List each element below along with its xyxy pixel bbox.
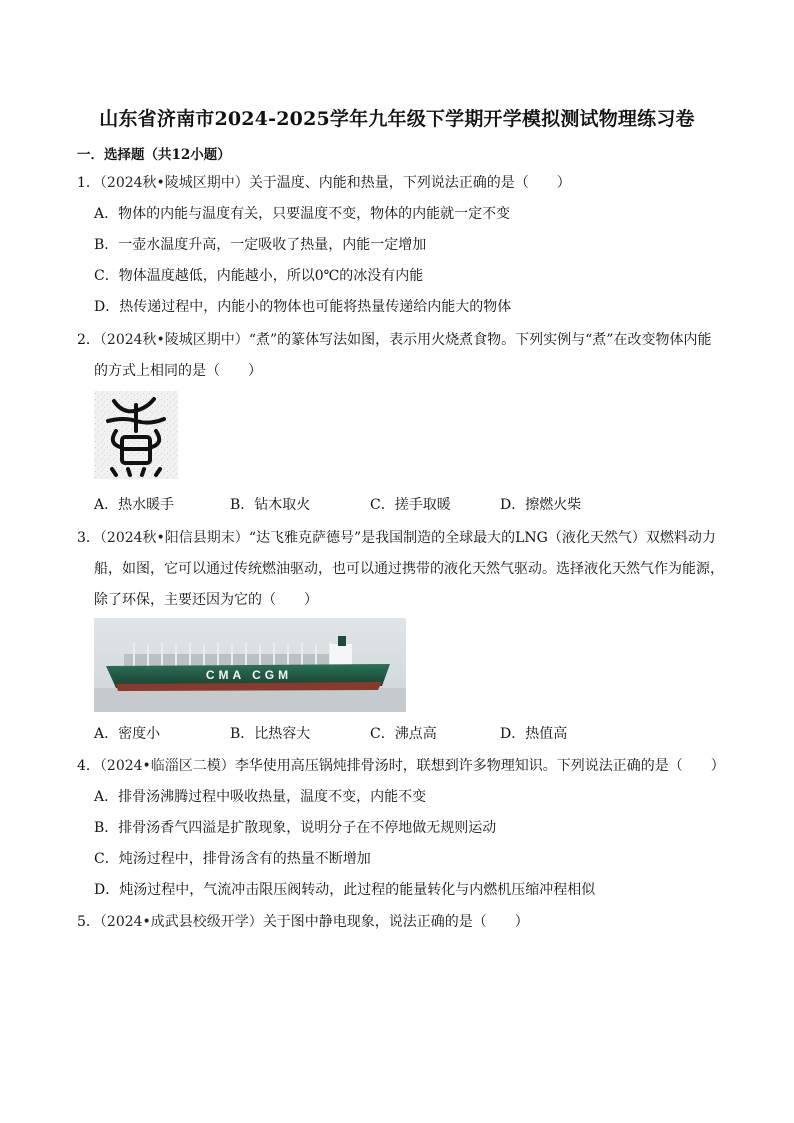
- question-number: 1．: [77, 175, 100, 191]
- question-stem: “煮”的篆体写法如图，表示用火烧煮食物。下列实例与“煮”在改变物体内能: [248, 332, 712, 348]
- question-2: [77, 330, 711, 350]
- question-source: （2024秋•陵城区期中）: [99, 175, 249, 191]
- question-number: 2．: [77, 332, 100, 348]
- question-5: [77, 912, 529, 932]
- option-a: A．密度小: [94, 726, 161, 742]
- option-a: A．排骨汤沸腾过程中吸收热量，温度不变，内能不变: [94, 789, 427, 805]
- option-b: B．钻木取火: [230, 497, 311, 513]
- option-b: B．比热容大: [230, 726, 311, 742]
- option-c: C．沸点高: [370, 726, 437, 742]
- question-stem-cont: 的方式上相同的是（ ）: [94, 363, 262, 379]
- option-d: D．炖汤过程中，气流冲击限压阀转动，此过程的能量转化与内燃机压缩冲程相似: [94, 882, 596, 898]
- question-3: [77, 528, 716, 548]
- option-d: D．热值高: [500, 726, 568, 742]
- question-1: [77, 173, 571, 193]
- option-c: C．物体温度越低，内能越小，所以0℃的冰没有内能: [94, 268, 424, 284]
- question-number: 5．: [77, 914, 100, 930]
- question-number: 3．: [77, 530, 100, 546]
- question-stem: 关于温度、内能和热量，下列说法正确的是（ ）: [248, 175, 571, 191]
- option-a: A．热水暖手: [94, 497, 175, 513]
- question-stem: “达飞雅克萨德号”是我国制造的全球最大的LNG（液化天然气）双燃料动力: [248, 530, 716, 546]
- question-source: （2024•临淄区二模）: [99, 758, 235, 774]
- option-c: C．炖汤过程中，排骨汤含有的热量不断增加: [94, 851, 371, 867]
- option-b: B．排骨汤香气四溢是扩散现象，说明分子在不停地做无规则运动: [94, 820, 497, 836]
- question-source: （2024•成武县校级开学）: [99, 914, 263, 930]
- option-d: D．热传递过程中，内能小的物体也可能将热量传递给内能大的物体: [94, 299, 512, 315]
- question-stem-cont: 除了环保，主要还因为它的（ ）: [94, 592, 318, 608]
- lng-ship-photo: [94, 618, 406, 712]
- question-4: [77, 756, 725, 776]
- option-b: B．一壶水温度升高，一定吸收了热量，内能一定增加: [94, 237, 427, 253]
- zhu-seal-image: [94, 391, 178, 479]
- question-source: （2024秋•阳信县期末）: [99, 530, 249, 546]
- option-a: A．物体的内能与温度有关，只要温度不变，物体的内能就一定不变: [94, 206, 511, 222]
- page-title: 山东省济南市2024-2025学年九年级下学期开学模拟测试物理练习卷: [99, 108, 695, 130]
- question-stem: 关于图中静电现象，说法正确的是（ ）: [262, 914, 529, 930]
- option-d: D．擦燃火柴: [500, 497, 582, 513]
- option-c: C．搓手取暖: [370, 497, 451, 513]
- question-number: 4．: [77, 758, 100, 774]
- section-heading: 一．选择题（共12小题）: [77, 147, 231, 163]
- question-stem-cont: 船，如图，它可以通过传统燃油驱动，也可以通过携带的液化天然气驱动。选择液化天然气作为能源，: [94, 561, 724, 577]
- question-stem: 李华使用高压锅炖排骨汤时，联想到许多物理知识。下列说法正确的是（ ）: [234, 758, 725, 774]
- ship-hull-lettering: CMA CGM: [205, 668, 293, 682]
- question-source: （2024秋•陵城区期中）: [99, 332, 249, 348]
